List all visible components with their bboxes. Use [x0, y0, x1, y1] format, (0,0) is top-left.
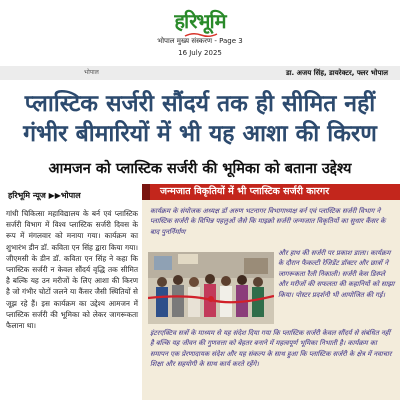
headline-line-1: प्लास्टिक सर्जरी सौंदर्य तक ही सीमित नहीं [24, 91, 376, 117]
article-body-right-top: कार्यक्रम के संयोजक अध्यक्ष डॉ अरुण भटनागर विभागाध्यक्ष बर्न एवं प्लास्टिक सर्जरी विभाग ने प्लास्टिक सर्जरी के विभिन्न पहलुओं जैसे कि माइक्रो सर्जरी जन्मजात विकृतियों का सुधार कैंसर के बाद पुनर्निर्माण [150, 207, 386, 236]
headline-line-2: गंभीर बीमारियों में भी यह आशा की किरण [23, 121, 377, 147]
edition-label: भोपाल मुख्य संस्करण - Page 3 [157, 37, 243, 45]
banner-cap [142, 184, 150, 200]
article-body-right-side: और हाथ की सर्जरी पर प्रकाश डाला। कार्यक्रम के दौरान फैकल्टी रेजिडेंट डॉक्टर और छात्रों ने जागरूकता रैली निकाली। सर्जरी केस डिस्प्ले और मरीजों की सफलता की कहानियों को साझा किया। पोस्टर प्रदर्शनी भी आयोजित की गई। [278, 249, 395, 299]
subheadline: आमजन को प्लास्टिक सर्जरी की भूमिका को बताना उद्देश्य [48, 161, 352, 177]
logo-text: हरिभूमि [174, 9, 226, 33]
byline: डा. अजय सिंह, डायरेक्टर, फ्लर भोपाल [286, 69, 388, 77]
event-photo [148, 252, 274, 324]
section-tag: भोपाल [84, 69, 99, 76]
masthead [0, 0, 400, 64]
article-body-right-bottom: इंटरएक्टिव सत्रों के माध्यम से यह संदेश दिया गया कि प्लास्टिक सर्जरी केवल सौंदर्य से संबंधित नहीं है बल्कि यह जीवन की गुणवत्ता को बेहतर बनाने में महत्वपूर्ण भूमिका निभाती है। कार्यक्रम का समापन एक प्रेरणादायक संदेश और यह संकल्प के साथ हुआ कि प्लास्टिक सर्जरी के क्षेत्र में नवाचार शिक्षा और सहयोगी के साथ कार्य करते रहेंगे। [150, 329, 392, 369]
logo [140, 8, 260, 38]
section-banner: जन्मजात विकृतियों में भी प्लास्टिक सर्जरी कारगर [150, 184, 400, 200]
publication-date: 16 July 2025 [178, 49, 222, 57]
article-body-left: गांधी चिकित्सा महाविद्यालय के बर्न एवं प्लास्टिक सर्जरी विभाग में विश्व प्लास्टिक सर्जरी दिवस के रूप में मंगलवार को मनाया गया। कार्यक्रम का शुभारंभ डीन डॉ. कविता एन सिंह द्वारा किया गया। जीएमसी के डीन डॉ. कविता एन सिंह ने कहा कि प्लास्टिक सर्जरी न केवल सौंदर्य वृद्धि तक सीमित है बल्कि यह उन मरीजों के लिए आशा की किरण है जो गंभीर चोटों जलने या कैंसर जैसी स्थितियों से जूझ रहे हैं। इस कार्यक्रम का उद्देश्य आमजन में प्लास्टिक सर्जरी की भूमिका को लेकर जागरूकता फैलाना था। [6, 209, 138, 331]
news-dateline: हरिभूमि न्यूज ▶▶भोपाल [8, 191, 81, 200]
